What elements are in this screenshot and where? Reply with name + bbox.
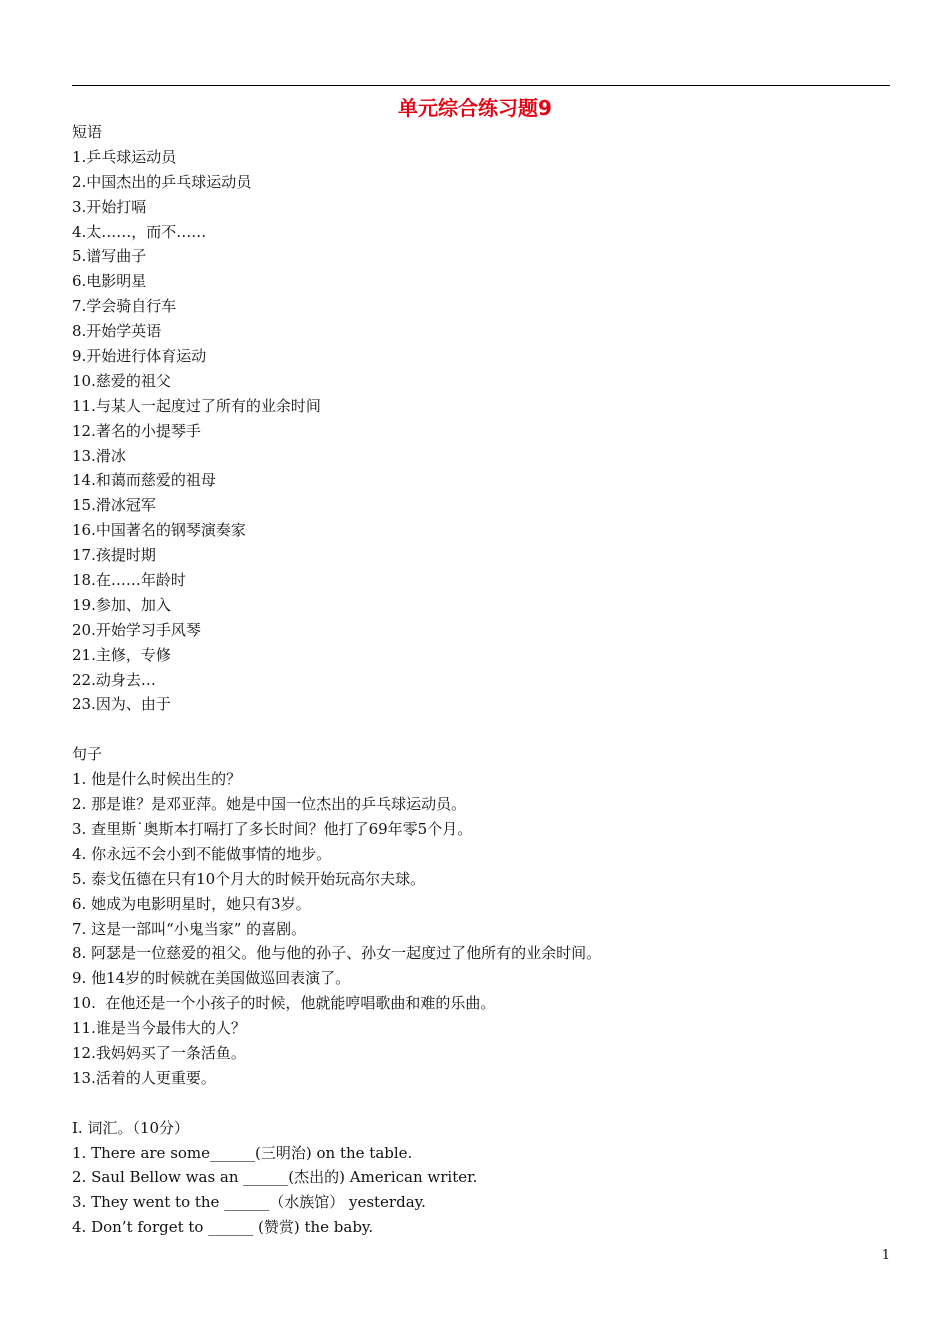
sentence-item: 5. 泰戈伍德在只有10个月大的时候开始玩高尔夫球。 xyxy=(72,869,426,888)
page-title: 单元综合练习题9 xyxy=(398,96,552,120)
phrase-item: 2.中国杰出的乒乓球运动员 xyxy=(72,172,252,191)
section-gap xyxy=(72,1091,892,1116)
phrase-item: 7.学会骑自行车 xyxy=(72,297,177,316)
sentence-item: 11.谁是当今最伟大的人？ xyxy=(72,1019,246,1038)
phrase-item: 5.谱写曲子 xyxy=(72,247,147,266)
vocabulary-item: 2. Saul Bellow was an ______(杰出的) American writer. xyxy=(72,1168,478,1187)
phrase-list xyxy=(72,145,892,717)
phrase-item: 14.和蔼而慈爱的祖母 xyxy=(72,471,216,490)
sentence-item: 6. 她成为电影明星时，她只有3岁。 xyxy=(72,894,311,913)
phrase-item: 10.慈爱的祖父 xyxy=(72,371,171,390)
vocabulary-heading: I. 词汇。（10分） xyxy=(72,1118,190,1137)
phrase-item: 12.著名的小提琴手 xyxy=(72,421,201,440)
phrase-item: 13.滑冰 xyxy=(72,446,126,465)
vocabulary-item: 3. They went to the ______（水族馆） yesterday. xyxy=(72,1193,426,1212)
vocabulary-item: 4. Don’t forget to ______ (赞赏) the baby. xyxy=(72,1218,374,1237)
phrases-heading: 短语 xyxy=(72,123,103,141)
sentence-item: 13.活着的人更重要。 xyxy=(72,1068,216,1087)
phrase-item: 1.乒乓球运动员 xyxy=(72,147,177,166)
sentence-item: 8. 阿瑟是一位慈爱的祖父。他与他的孙子、孙女一起度过了他所有的业余时间。 xyxy=(72,944,602,963)
phrase-item: 18.在……年龄时 xyxy=(72,571,186,590)
sentence-item: 2. 那是谁？是邓亚萍。她是中国一位杰出的乒乓球运动员。 xyxy=(72,795,467,814)
sentence-item: 7. 这是一部叫“小鬼当家” 的喜剧。 xyxy=(72,919,307,938)
section-gap xyxy=(72,717,892,742)
phrase-item: 17.孩提时期 xyxy=(72,546,156,565)
page-number: 1 xyxy=(881,1248,890,1263)
phrase-item: 9.开始进行体育运动 xyxy=(72,347,207,366)
phrase-item: 19.参加、加入 xyxy=(72,595,171,614)
phrase-item: 21.主修，专修 xyxy=(72,645,171,664)
phrase-item: 6.电影明星 xyxy=(72,272,147,291)
phrase-item: 22.动身去… xyxy=(72,670,156,689)
phrase-item: 4.太……，而不…… xyxy=(72,222,207,241)
sentence-item: 1. 他是什么时候出生的？ xyxy=(72,770,242,789)
sentences-heading: 句子 xyxy=(72,745,103,764)
vocabulary-list xyxy=(72,1141,892,1241)
phrase-item: 8.开始学英语 xyxy=(72,322,162,341)
document-body xyxy=(72,120,892,1240)
sentence-list xyxy=(72,767,892,1091)
sentence-item: 10. 在他还是一个小孩子的时候，他就能哼唱歌曲和难的乐曲。 xyxy=(72,994,496,1013)
sentence-item: 12.我妈妈买了一条活鱼。 xyxy=(72,1043,246,1062)
phrase-item: 16.中国著名的钢琴演奏家 xyxy=(72,521,246,540)
phrase-item: 20.开始学习手风琴 xyxy=(72,620,201,639)
sentence-item: 3. 查里斯˙奥斯本打嗝打了多长时间？他打了69年零5个月。 xyxy=(72,819,473,838)
phrase-item: 15.滑冰冠军 xyxy=(72,496,156,515)
phrase-item: 23.因为、由于 xyxy=(72,695,171,714)
phrase-item: 11.与某人一起度过了所有的业余时间 xyxy=(72,396,321,415)
phrase-item: 3.开始打嗝 xyxy=(72,197,147,216)
header-rule xyxy=(72,85,890,86)
sentence-item: 9. 他14岁的时候就在美国做巡回表演了。 xyxy=(72,969,351,988)
sentence-item: 4. 你永远不会小到不能做事情的地步。 xyxy=(72,844,332,863)
vocabulary-item: 1. There are some______(三明治) on the table. xyxy=(72,1143,413,1162)
